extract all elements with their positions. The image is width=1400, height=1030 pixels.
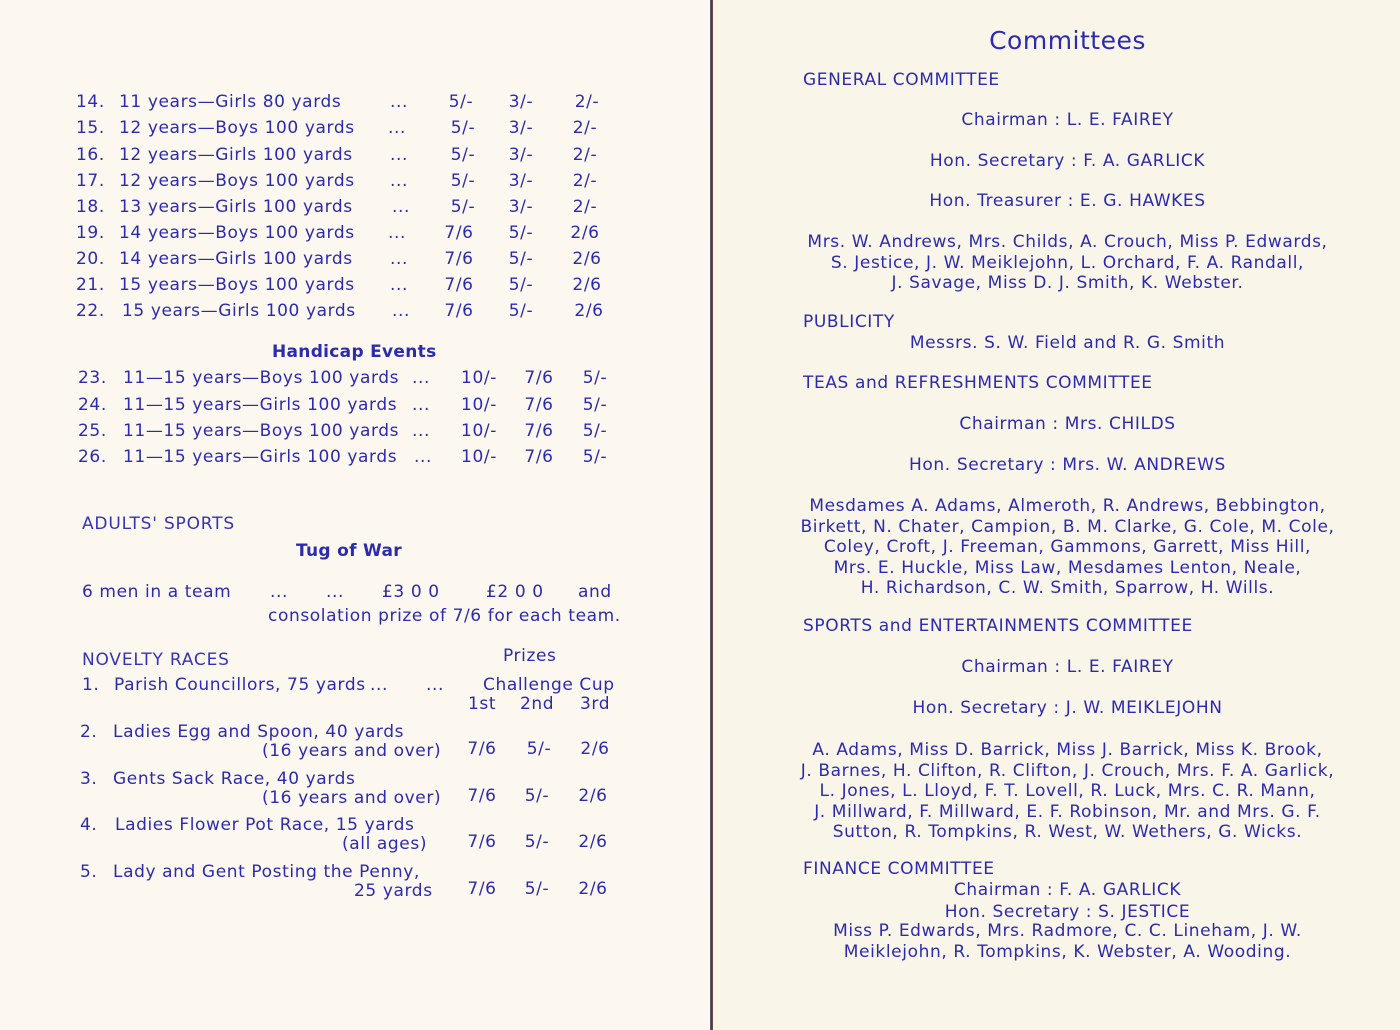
general-members: [790, 232, 1345, 294]
prize-first: 5/-: [450, 171, 476, 191]
prize-first: 7/6: [444, 301, 474, 321]
committees-title: Committees: [989, 26, 1146, 55]
sports-members: [790, 740, 1345, 843]
leader-dots: ...: [412, 368, 431, 388]
prize-second: 3/-: [508, 92, 534, 112]
race-event: 11—15 years—Girls 100 yards: [123, 447, 398, 467]
member-line: A. Adams, Miss D. Barrick, Miss J. Barrick, Miss K. Brook,: [812, 740, 1323, 760]
race-event: 14 years—Girls 100 yards: [119, 249, 353, 269]
member-line: Coley, Croft, J. Freeman, Gammons, Garrett, Miss Hill,: [823, 537, 1312, 557]
prize-third: 2/6: [570, 223, 600, 243]
novelty-race-row: [80, 862, 620, 906]
member-line: J. Savage, Miss D. J. Smith, K. Webster.: [891, 273, 1244, 293]
prize-third: 2/6: [578, 786, 608, 806]
leader-dots: ...: [270, 582, 289, 602]
finance-committee-heading: FINANCE COMMITTEE: [803, 859, 995, 879]
prize-second: 5/-: [508, 249, 534, 269]
race-number: 24.: [78, 395, 107, 415]
prize-third: 2/6: [580, 739, 610, 759]
member-line: S. Jestice, J. W. Meiklejohn, L. Orchard, F. A. Randall,: [830, 252, 1305, 273]
prize-first: 10/-: [461, 395, 497, 415]
race-event: 11—15 years—Girls 100 yards: [123, 395, 398, 415]
race-number: 26.: [78, 447, 107, 467]
col-first: 1st: [468, 694, 497, 714]
race-number: 23.: [78, 368, 107, 388]
race-detail: (all ages): [342, 834, 428, 854]
general-treasurer: Hon. Treasurer : E. G. HAWKES: [929, 191, 1206, 211]
sports-committee-heading: SPORTS and ENTERTAINMENTS COMMITTEE: [803, 616, 1193, 636]
teas-committee-heading: TEAS and REFRESHMENTS COMMITTEE: [803, 373, 1153, 393]
handicap-events-heading: Handicap Events: [272, 342, 437, 362]
prize-second: 7/6: [524, 368, 554, 388]
col-second: 2nd: [520, 694, 555, 714]
publicity-heading: PUBLICITY: [803, 312, 895, 332]
race-event: 12 years—Boys 100 yards: [119, 118, 355, 138]
prize-first: 7/6: [467, 739, 497, 759]
prize-first: 5/-: [450, 145, 476, 165]
prize-third: 2/-: [572, 118, 598, 138]
leader-dots: ...: [390, 145, 409, 165]
prize-first: 7/6: [444, 223, 474, 243]
leader-dots: ...: [390, 249, 409, 269]
prize-second: 5/-: [508, 275, 534, 295]
finance-secretary: Hon. Secretary : S. JESTICE: [944, 902, 1191, 922]
prize-third: 2/-: [572, 145, 598, 165]
race-event: 14 years—Boys 100 yards: [119, 223, 355, 243]
prize-second: 5/-: [524, 786, 550, 806]
prize-second: 5/-: [508, 301, 534, 321]
prize-third: 2/-: [574, 92, 600, 112]
leader-dots: ...: [390, 171, 409, 191]
prize-first: 5/-: [450, 118, 476, 138]
race-number: 2.: [80, 722, 98, 742]
race-event: Parish Councillors, 75 yards: [114, 675, 366, 695]
race-number: 19.: [76, 223, 105, 243]
race-event: Gents Sack Race, 40 yards: [113, 769, 356, 789]
teas-chairman: Chairman : Mrs. CHILDS: [959, 414, 1176, 434]
race-event: 11—15 years—Boys 100 yards: [123, 421, 400, 441]
prize-first: 10/-: [461, 421, 497, 441]
race-number: 1.: [82, 675, 100, 695]
general-committee-heading: GENERAL COMMITTEE: [803, 70, 1000, 90]
prize-third: 2/6: [572, 249, 602, 269]
prize-third: 2/-: [572, 197, 598, 217]
sports-secretary: Hon. Secretary : J. W. MEIKLEJOHN: [912, 698, 1223, 718]
general-secretary: Hon. Secretary : F. A. GARLICK: [929, 151, 1206, 171]
adults-sports-heading: ADULTS' SPORTS: [82, 514, 235, 534]
teas-members: [790, 496, 1345, 599]
prize-second: 7/6: [524, 421, 554, 441]
race-number: 18.: [76, 197, 105, 217]
finance-members: [790, 921, 1345, 962]
novelty-races-heading: NOVELTY RACES: [82, 650, 230, 670]
prize-first: 7/6: [444, 275, 474, 295]
prize-second: 3/-: [508, 197, 534, 217]
race-detail: (16 years and over): [262, 788, 442, 808]
member-line: Meiklejohn, R. Tompkins, K. Webster, A. Wooding.: [843, 941, 1292, 962]
prize-first: 7/6: [444, 249, 474, 269]
prize-third: 5/-: [582, 421, 608, 441]
teas-secretary: Hon. Secretary : Mrs. W. ANDREWS: [909, 455, 1226, 475]
leader-dots: ...: [326, 582, 345, 602]
publicity-members: Messrs. S. W. Field and R. G. Smith: [909, 333, 1226, 353]
race-event: 11 years—Girls 80 yards: [119, 92, 342, 112]
prize-first: 5/-: [448, 92, 474, 112]
race-event: Lady and Gent Posting the Penny,: [113, 862, 420, 882]
finance-chairman: Chairman : F. A. GARLICK: [953, 880, 1182, 900]
prize-third: 2/6: [572, 275, 602, 295]
race-number: 3.: [80, 769, 98, 789]
leader-dots: ...: [390, 92, 409, 112]
race-event: 15 years—Boys 100 yards: [119, 275, 355, 295]
race-event: 15 years—Girls 100 yards: [122, 301, 356, 321]
member-line: Mesdames A. Adams, Almeroth, R. Andrews, Bebbington,: [809, 496, 1326, 516]
prize-third: 2/6: [574, 301, 604, 321]
leader-dots: ...: [392, 197, 411, 217]
prize-first: 7/6: [467, 786, 497, 806]
race-number: 22.: [76, 301, 105, 321]
tug-of-war-heading: Tug of War: [296, 541, 402, 561]
prize-first: 7/6: [467, 832, 497, 852]
prize-first: 5/-: [450, 197, 476, 217]
leader-dots: ...: [390, 275, 409, 295]
leader-dots: ...: [426, 675, 445, 695]
race-event: 12 years—Boys 100 yards: [119, 171, 355, 191]
prize-second: 5/-: [524, 879, 550, 899]
prize-third: 2/6: [578, 832, 608, 852]
member-line: H. Richardson, C. W. Smith, Sparrow, H. Wills.: [860, 578, 1275, 598]
leader-dots: ...: [414, 447, 433, 467]
race-number: 17.: [76, 171, 105, 191]
leader-dots: ...: [388, 223, 407, 243]
race-event: 13 years—Girls 100 yards: [119, 197, 353, 217]
member-line: L. Jones, L. Lloyd, F. T. Lovell, R. Luck, Mrs. C. R. Mann,: [819, 781, 1316, 801]
member-line: J. Millward, F. Millward, E. F. Robinson, Mr. and Mrs. G. F.: [814, 801, 1321, 822]
challenge-cup: Challenge Cup: [483, 675, 615, 695]
general-chairman: Chairman : L. E. FAIREY: [961, 110, 1174, 130]
race-number: 21.: [76, 275, 105, 295]
prize-second: 7/6: [524, 395, 554, 415]
prize-third: 5/-: [582, 395, 608, 415]
prize-second: 3/-: [508, 118, 534, 138]
prize-first: 7/6: [467, 879, 497, 899]
member-line: J. Barnes, H. Clifton, R. Clifton, J. Crouch, Mrs. F. A. Garlick,: [800, 760, 1335, 781]
race-number: 5.: [80, 862, 98, 882]
member-line: Sutton, R. Tompkins, R. West, W. Wethers, G. Wicks.: [832, 822, 1303, 842]
race-event: Ladies Egg and Spoon, 40 yards: [113, 722, 405, 742]
prize-third: 5/-: [582, 368, 608, 388]
prize-first: 10/-: [461, 447, 497, 467]
prize-third: 2/6: [578, 879, 608, 899]
race-number: 20.: [76, 249, 105, 269]
race-event: Ladies Flower Pot Race, 15 yards: [115, 815, 415, 835]
leader-dots: ...: [412, 395, 431, 415]
leader-dots: ...: [370, 675, 389, 695]
novelty-race-row: [80, 815, 620, 859]
prize-first: £3 0 0: [382, 582, 440, 602]
prize-second: 3/-: [508, 171, 534, 191]
prize-second: 3/-: [508, 145, 534, 165]
prize-first: 10/-: [461, 368, 497, 388]
novelty-race-row: [80, 722, 620, 766]
race-detail: 25 yards: [354, 881, 433, 901]
race-number: 16.: [76, 145, 105, 165]
race-number: 15.: [76, 118, 105, 138]
member-line: Mrs. E. Huckle, Miss Law, Mesdames Lenton, Neale,: [833, 557, 1302, 578]
sports-chairman: Chairman : L. E. FAIREY: [961, 657, 1174, 677]
race-event: 12 years—Girls 100 yards: [119, 145, 353, 165]
prize-second: £2 0 0: [486, 582, 544, 602]
prize-second: 7/6: [524, 447, 554, 467]
member-line: Mrs. W. Andrews, Mrs. Childs, A. Crouch, Miss P. Edwards,: [807, 232, 1328, 252]
prize-third: 5/-: [582, 447, 608, 467]
leader-dots: ...: [392, 301, 411, 321]
race-detail: (16 years and over): [262, 741, 442, 761]
and-text: and: [578, 582, 612, 602]
member-line: Birkett, N. Chater, Campion, B. M. Clarke, G. Cole, M. Cole,: [800, 516, 1335, 537]
consolation-prize: consolation prize of 7/6 for each team.: [268, 606, 621, 626]
race-number: 14.: [76, 92, 105, 112]
member-line: Miss P. Edwards, Mrs. Radmore, C. C. Lineham, J. W.: [833, 921, 1302, 941]
novelty-race-row: [80, 769, 620, 813]
race-number: 25.: [78, 421, 107, 441]
team-size: 6 men in a team: [82, 582, 232, 602]
race-event: 11—15 years—Boys 100 yards: [123, 368, 400, 388]
col-third: 3rd: [580, 694, 611, 714]
prize-second: 5/-: [508, 223, 534, 243]
booklet-spine: [710, 0, 713, 1030]
prizes-label: Prizes: [503, 646, 557, 666]
prize-third: 2/-: [572, 171, 598, 191]
race-number: 4.: [80, 815, 98, 835]
leader-dots: ...: [388, 118, 407, 138]
prize-second: 5/-: [524, 832, 550, 852]
leader-dots: ...: [412, 421, 431, 441]
prize-second: 5/-: [526, 739, 552, 759]
